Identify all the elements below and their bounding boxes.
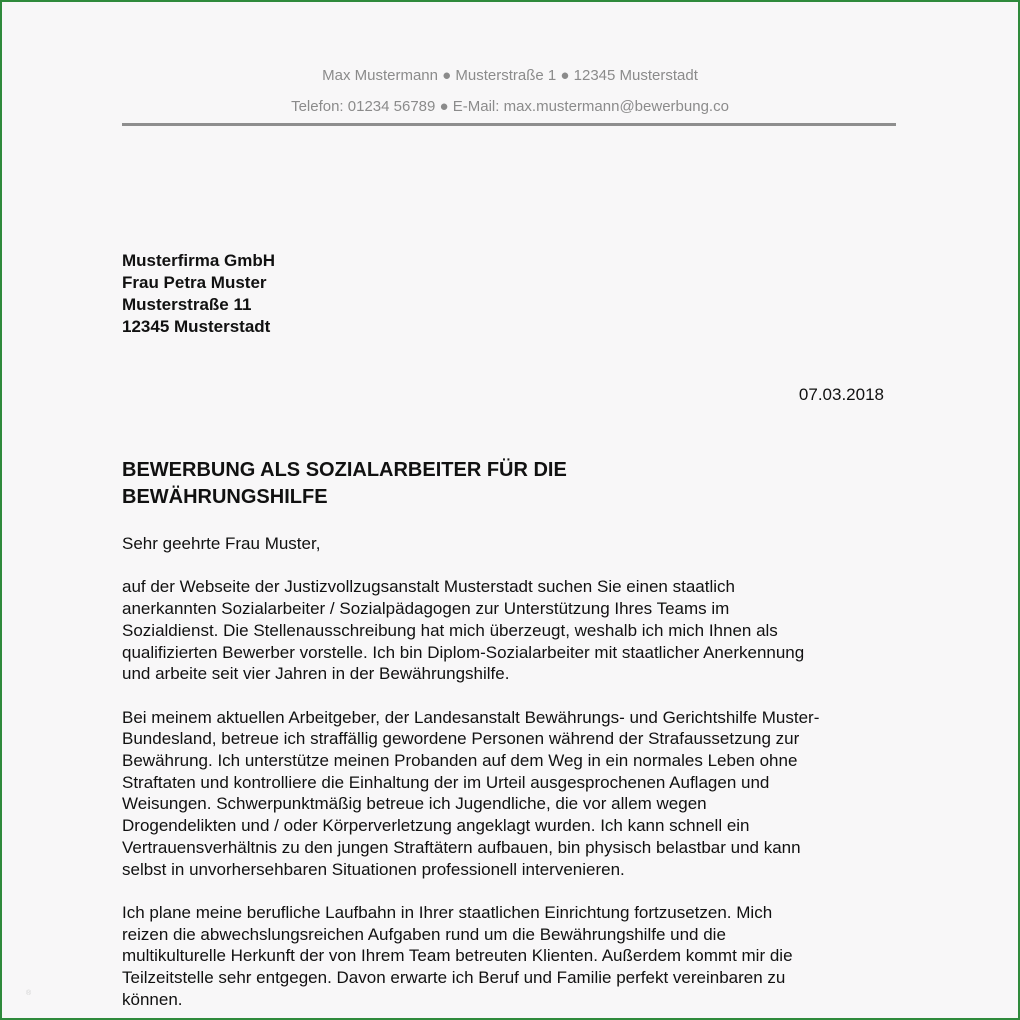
body-line: Sozialdienst. Die Stellenausschreibung hat mich überzeugt, weshalb ich mich Ihnen als: [122, 620, 778, 640]
recipient-name: Frau Petra Muster: [122, 273, 267, 292]
body-line: auf der Webseite der Justizvollzugsanstalt Musterstadt suchen Sie einen staatlich: [122, 577, 735, 597]
body-line: qualifizierten Bewerber vorstelle. Ich bin Diplom-Sozialarbeiter mit staatlicher Anerkennung: [122, 642, 805, 662]
paragraph-intro: [122, 576, 922, 685]
paragraph-motivation: [122, 902, 922, 1011]
body-line: Drogendelikten und / oder Körperverletzung angeklagt wurden. Ich kann schnell ein: [122, 816, 750, 836]
body-line: Bundesland, betreue ich straffällig gewordene Personen während der Strafaussetzung zur: [122, 729, 800, 749]
letter-date: 07.03.2018: [798, 385, 884, 404]
letter-body: [122, 533, 922, 1020]
body-line: können.: [122, 989, 183, 1009]
sender-contact-line: Telefon: 01234 56789 ● E-Mail: max.mustermann@bewerbung.co: [291, 98, 729, 115]
body-line: selbst in unvorhersehbaren Situationen professionell intervenieren.: [122, 859, 625, 879]
sender-header: [2, 60, 1018, 122]
subject-line: BEWÄHRUNGSHILFE: [122, 486, 328, 508]
body-line: Teilzeitstelle sehr entgegen. Davon erwarte ich Beruf und Familie perfekt vereinbaren zu: [122, 968, 786, 988]
sender-address-line: Max Mustermann ● Musterstraße 1 ● 12345 Musterstadt: [322, 67, 698, 84]
body-line: Vertrauensverhältnis zu den jungen Straftätern aufbauen, bin physisch belastbar und kann: [122, 837, 801, 857]
body-line: Ich plane meine berufliche Laufbahn in Ihrer staatlichen Einrichtung fortzusetzen. Mich: [122, 902, 773, 922]
body-line: Bewährung. Ich unterstütze meinen Probanden auf dem Weg in ein normales Leben ohne: [122, 751, 798, 770]
body-line: Bei meinem aktuellen Arbeitgeber, der Landesanstalt Bewährungs- und Gerichtshilfe Muster-: [122, 707, 820, 727]
subject-line: BEWERBUNG ALS SOZIALARBEITER FÜR DIE: [122, 459, 567, 481]
recipient-address: [122, 250, 275, 338]
body-line: und arbeite seit vier Jahren in der Bewährungshilfe.: [122, 664, 510, 684]
salutation: Sehr geehrte Frau Muster,: [122, 534, 321, 553]
recipient-city: 12345 Musterstadt: [122, 317, 271, 336]
paragraph-experience: [122, 707, 922, 881]
recipient-company: Musterfirma GmbH: [122, 251, 276, 270]
header-divider: [122, 123, 896, 126]
letter-subject: [122, 457, 742, 511]
body-line: Weisungen. Schwerpunktmäßig betreue ich Jugendliche, die vor allem wegen: [122, 794, 707, 814]
body-line: Straftaten und kontrolliere die Einhaltung der im Urteil ausgesprochenen Auflagen und: [122, 772, 770, 792]
body-line: reizen die abwechslungsreichen Aufgaben rund um die Bewährungshilfe und die: [122, 924, 726, 944]
recipient-street: Musterstraße 11: [122, 295, 252, 314]
body-line: multikulturelle Herkunft der von Ihrem Team betreuten Klienten. Außerdem kommt mir die: [122, 946, 793, 966]
body-line: anerkannten Sozialarbeiter / Sozialpädagogen zur Unterstützung Ihres Teams im: [122, 599, 730, 619]
watermark-mark: ®: [26, 990, 32, 997]
